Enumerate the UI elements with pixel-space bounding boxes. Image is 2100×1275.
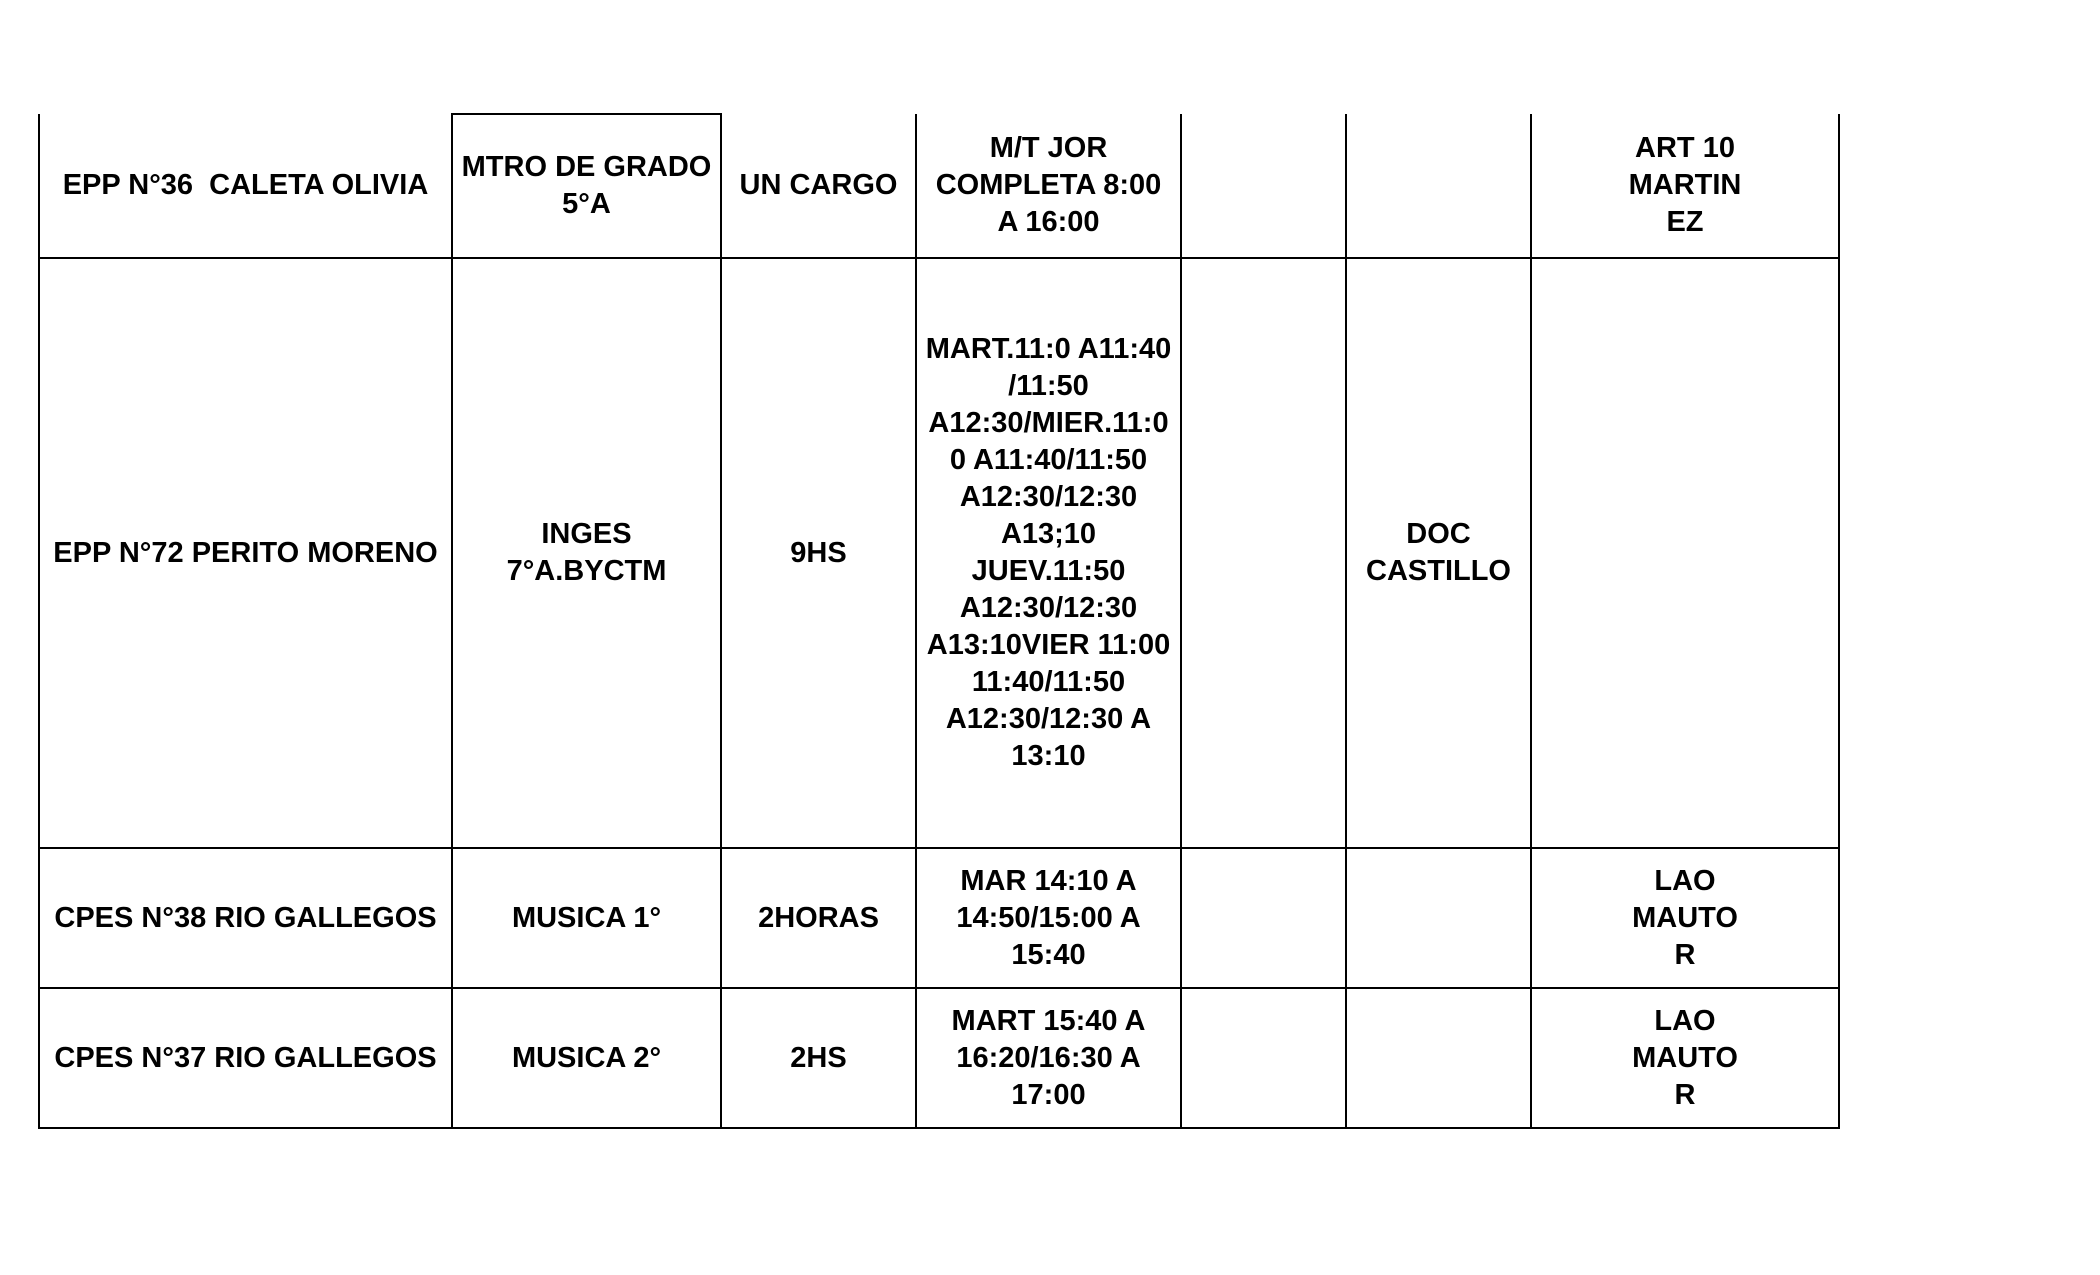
remarks-cell: LAO MAUTOR (1531, 848, 1839, 988)
table-row (39, 114, 1839, 258)
hours-cell: UN CARGO (721, 114, 916, 258)
hours-cell: 2HORAS (721, 848, 916, 988)
role-cell: MTRO DE GRADO 5°A (452, 114, 721, 258)
hours-cell: 2HS (721, 988, 916, 1128)
notes-cell (1346, 848, 1531, 988)
table-row (39, 848, 1839, 988)
notes-cell: DOC CASTILLO (1346, 258, 1531, 848)
schedule-cell: MART 15:40 A 16:20/16:30 A 17:00 (916, 988, 1181, 1128)
role-cell: INGES 7°A.BYCTM (452, 258, 721, 848)
role-cell: MUSICA 1° (452, 848, 721, 988)
table-row (39, 988, 1839, 1128)
school-cell: EPP N°72 PERITO MORENO (39, 258, 452, 848)
schedule-cell: MART.11:0 A11:40 /11:50 A12:30/MIER.11:0 0 A11:40/11:50 A12:30/12:30 A13;10 JUEV.11:50 A12:30/12:30 A13:10VIER 11:00 11:40/11:50 A12:30/12:30 A 13:10 (916, 258, 1181, 848)
table-row (39, 258, 1839, 848)
assignments-table (38, 113, 1840, 1129)
school-cell: EPP N°36 CALETA OLIVIA (39, 114, 452, 258)
schedule-cell: M/T JOR COMPLETA 8:00 A 16:00 (916, 114, 1181, 258)
schedule-cell: MAR 14:10 A 14:50/15:00 A 15:40 (916, 848, 1181, 988)
empty-cell (1181, 114, 1346, 258)
remarks-cell: ART 10 MARTINEZ (1531, 114, 1839, 258)
remarks-cell: LAO MAUTOR (1531, 988, 1839, 1128)
empty-cell (1181, 258, 1346, 848)
notes-cell (1346, 114, 1531, 258)
school-cell: CPES N°38 RIO GALLEGOS (39, 848, 452, 988)
notes-cell (1346, 988, 1531, 1128)
school-cell: CPES N°37 RIO GALLEGOS (39, 988, 452, 1128)
role-cell: MUSICA 2° (452, 988, 721, 1128)
empty-cell (1181, 988, 1346, 1128)
hours-cell: 9HS (721, 258, 916, 848)
remarks-cell (1531, 258, 1839, 848)
empty-cell (1181, 848, 1346, 988)
